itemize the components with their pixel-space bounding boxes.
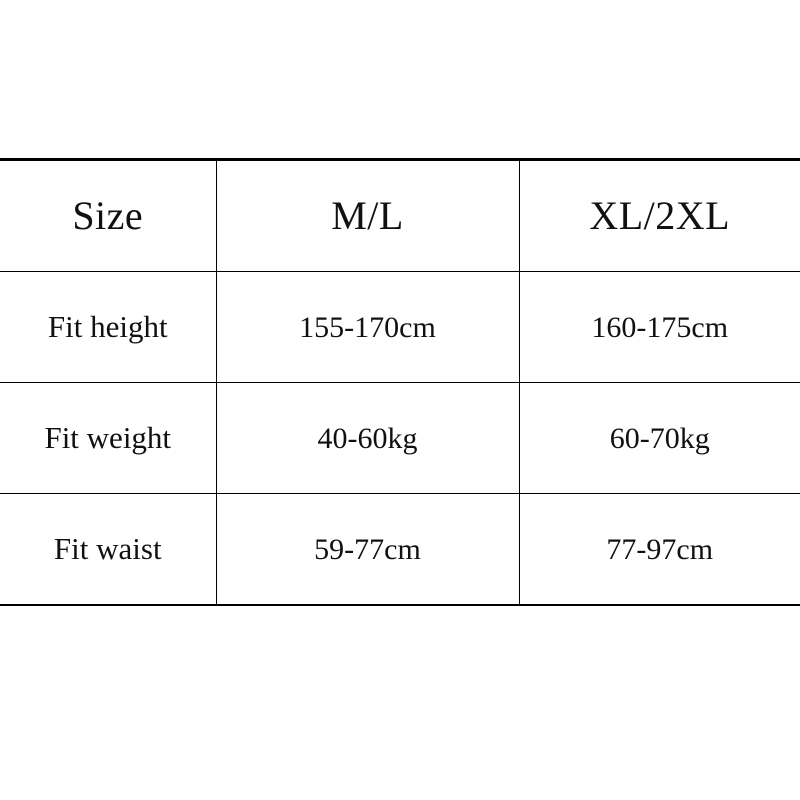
table-row [0, 494, 800, 606]
size-chart-table [0, 158, 800, 606]
header-cell-xl2xl [519, 160, 800, 272]
table-row [0, 272, 800, 383]
row-label-fit-waist: Fit waist [0, 494, 216, 606]
header-cell-ml [216, 160, 519, 272]
table-row [0, 383, 800, 494]
cell-fit-height-ml: 155-170cm [216, 272, 519, 383]
cell-fit-weight-ml: 40-60kg [216, 383, 519, 494]
cell-fit-waist-xl2xl: 77-97cm [519, 494, 800, 606]
cell-fit-waist-ml: 59-77cm [216, 494, 519, 606]
row-label-fit-height: Fit height [0, 272, 216, 383]
header-cell-size [0, 160, 216, 272]
row-label-fit-weight: Fit weight [0, 383, 216, 494]
header-label-size: Size [72, 193, 144, 238]
table-header-row [0, 160, 800, 272]
header-label-xl2xl: XL/2XL [589, 193, 731, 238]
cell-fit-height-xl2xl: 160-175cm [519, 272, 800, 383]
header-label-ml: M/L [331, 193, 404, 238]
cell-fit-weight-xl2xl: 60-70kg [519, 383, 800, 494]
